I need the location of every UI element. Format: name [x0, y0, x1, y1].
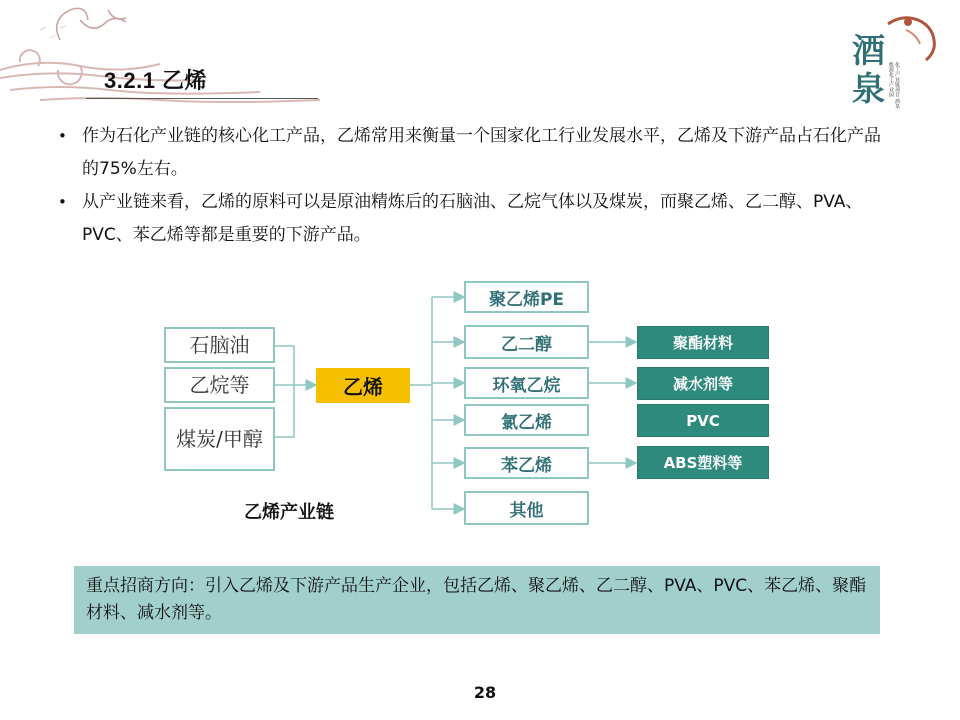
logo-subtitle: 化工产业链项目 酒泉能源化工产业园 — [888, 62, 900, 109]
diagram-caption: 乙烯产业链 — [244, 502, 334, 523]
bullet-text: 作为石化产业链的核心化工产品，乙烯常用来衡量一个国家化工行业发展水平，乙烯及下游产品占石化产品的75%左右。 — [82, 126, 881, 179]
downstream-box-glycol: 乙二醇 — [464, 325, 589, 359]
investment-callout: 重点招商方向：引入乙烯及下游产品生产企业，包括乙烯、聚乙烯、乙二醇、PVA、PVC、苯乙烯、聚酯材料、减水剂等。 — [74, 566, 880, 634]
downstream-box-other: 其他 — [464, 491, 589, 525]
bullet-text: 从产业链来看，乙烯的原料可以是原油精炼后的石脑油、乙烷气体以及煤炭，而聚乙烯、乙二醇、PVA、PVC、苯乙烯等都是重要的下游产品。 — [82, 192, 863, 245]
page-title: 3.2.1 乙烯 — [104, 68, 208, 93]
bullet-dot-icon: • — [58, 193, 67, 211]
logo-char-2: 泉 — [852, 69, 885, 108]
product-box-polyester: 聚酯材料 — [637, 326, 769, 359]
source-box-ethane: 乙烷等 — [164, 367, 275, 403]
product-box-pvc: PVC — [637, 404, 769, 437]
downstream-box-styrene: 苯乙烯 — [464, 447, 589, 479]
source-box-coal: 煤炭/甲醇 — [164, 407, 275, 471]
bullet-dot-icon: • — [58, 127, 67, 145]
product-box-abs: ABS塑料等 — [637, 446, 769, 479]
source-box-naphtha: 石脑油 — [164, 327, 275, 363]
product-box-water-reducer: 减水剂等 — [637, 367, 769, 400]
downstream-box-vinyl-chloride: 氯乙烯 — [464, 404, 589, 436]
center-box-ethylene: 乙烯 — [316, 368, 410, 403]
downstream-box-pe: 聚乙烯PE — [464, 281, 589, 313]
logo-char-1: 酒 — [852, 31, 885, 70]
downstream-box-ethylene-oxide: 环氧乙烷 — [464, 367, 589, 399]
page-number: 28 — [473, 683, 497, 702]
